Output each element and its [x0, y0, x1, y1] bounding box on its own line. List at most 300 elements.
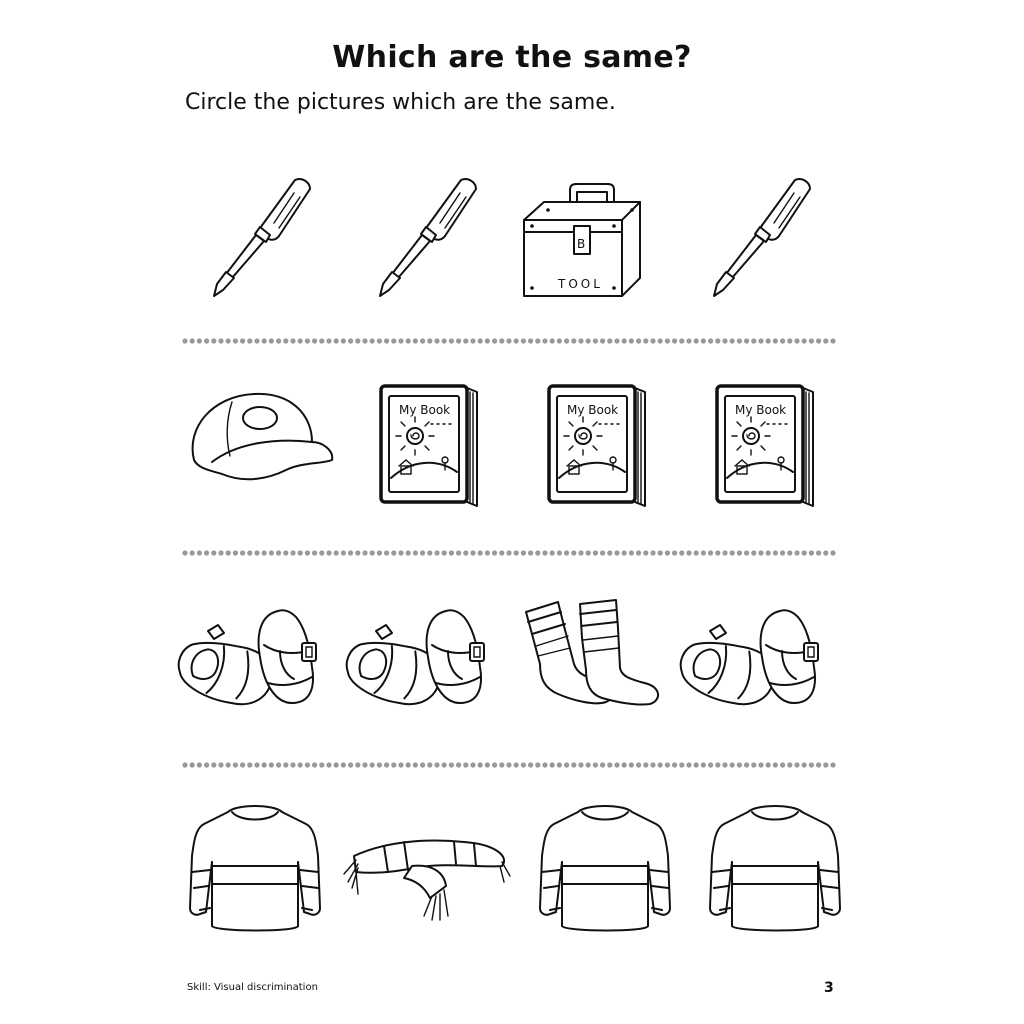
- divider-dot: [564, 338, 569, 343]
- divider-dot: [773, 550, 778, 555]
- divider-dot: [398, 338, 403, 343]
- divider-dot: [485, 762, 490, 767]
- divider-dot: [370, 338, 375, 343]
- divider-dot: [809, 338, 814, 343]
- divider-dot: [283, 762, 288, 767]
- divider-dot: [470, 550, 475, 555]
- divider-dot: [290, 338, 295, 343]
- divider-dot: [780, 338, 785, 343]
- divider-dot: [514, 338, 519, 343]
- divider-dot: [694, 338, 699, 343]
- divider-dot: [341, 338, 346, 343]
- divider-dot: [715, 550, 720, 555]
- divider-dot: [794, 550, 799, 555]
- divider-dot: [701, 762, 706, 767]
- divider-dot: [233, 338, 238, 343]
- divider-dot: [362, 338, 367, 343]
- divider-dot: [463, 762, 468, 767]
- divider-dot: [269, 338, 274, 343]
- divider-dot: [305, 550, 310, 555]
- divider-dot: [434, 762, 439, 767]
- divider-dot: [298, 338, 303, 343]
- divider-dot: [204, 762, 209, 767]
- toolbox-icon[interactable]: [524, 184, 640, 296]
- divider-dot: [312, 762, 317, 767]
- divider-dot: [751, 762, 756, 767]
- divider-dot: [449, 550, 454, 555]
- row-1: [214, 179, 810, 296]
- divider-dot: [758, 338, 763, 343]
- divider-dot: [391, 338, 396, 343]
- divider-dot: [629, 338, 634, 343]
- divider-dot: [715, 762, 720, 767]
- divider-dot: [442, 550, 447, 555]
- divider-dot: [398, 550, 403, 555]
- divider-dot: [773, 338, 778, 343]
- divider-dot: [593, 550, 598, 555]
- divider-dot: [485, 338, 490, 343]
- divider-dot: [802, 762, 807, 767]
- shoes-icon[interactable]: [339, 610, 484, 714]
- divider-dot: [384, 338, 389, 343]
- divider-dot: [571, 338, 576, 343]
- divider-dot: [391, 550, 396, 555]
- divider-dot: [557, 338, 562, 343]
- divider-dot: [550, 550, 555, 555]
- divider-dot: [463, 550, 468, 555]
- divider-dot: [766, 338, 771, 343]
- divider-dot: [586, 762, 591, 767]
- divider-dot: [319, 762, 324, 767]
- divider-dot: [204, 550, 209, 555]
- sweater-icon[interactable]: [190, 806, 320, 931]
- divider-dot: [528, 762, 533, 767]
- divider-dot: [334, 550, 339, 555]
- divider-dot: [557, 550, 562, 555]
- divider-dot: [521, 338, 526, 343]
- divider-dot: [197, 338, 202, 343]
- divider-dot: [730, 762, 735, 767]
- divider-dot: [218, 550, 223, 555]
- divider-dot: [636, 550, 641, 555]
- divider-dot: [542, 338, 547, 343]
- divider-dot: [600, 550, 605, 555]
- divider-dot: [679, 762, 684, 767]
- divider-dot: [600, 762, 605, 767]
- divider-dot: [730, 550, 735, 555]
- divider-dot: [298, 550, 303, 555]
- sweater-icon[interactable]: [710, 806, 840, 931]
- divider-dot: [794, 338, 799, 343]
- divider-dot: [427, 338, 432, 343]
- divider-dot: [787, 338, 792, 343]
- dotted-divider: [182, 550, 835, 555]
- worksheet-title: Which are the same?: [332, 40, 692, 75]
- divider-dot: [463, 338, 468, 343]
- divider-dot: [679, 550, 684, 555]
- divider-dot: [643, 338, 648, 343]
- divider-dot: [312, 550, 317, 555]
- divider-dot: [809, 550, 814, 555]
- divider-dot: [521, 762, 526, 767]
- divider-dot: [290, 550, 295, 555]
- divider-dot: [773, 762, 778, 767]
- worksheet-instruction: Circle the pictures which are the same.: [185, 90, 616, 115]
- divider-dot: [312, 338, 317, 343]
- divider-dot: [182, 762, 187, 767]
- divider-dot: [276, 550, 281, 555]
- divider-dot: [269, 550, 274, 555]
- divider-dot: [708, 762, 713, 767]
- divider-dot: [535, 762, 540, 767]
- divider-dot: [622, 338, 627, 343]
- socks-icon[interactable]: [526, 600, 658, 705]
- divider-dot: [758, 762, 763, 767]
- divider-dot: [262, 762, 267, 767]
- divider-dot: [737, 550, 742, 555]
- divider-dot: [182, 338, 187, 343]
- divider-dot: [420, 550, 425, 555]
- divider-dot: [449, 338, 454, 343]
- divider-dot: [730, 338, 735, 343]
- screwdriver-icon[interactable]: [214, 179, 310, 296]
- divider-dot: [586, 338, 591, 343]
- divider-dot: [319, 338, 324, 343]
- divider-dot: [240, 550, 245, 555]
- row-3: [171, 600, 818, 714]
- divider-dot: [442, 762, 447, 767]
- divider-dot: [542, 550, 547, 555]
- divider-dot: [816, 338, 821, 343]
- divider-dot: [348, 550, 353, 555]
- divider-dot: [499, 550, 504, 555]
- divider-dot: [506, 762, 511, 767]
- divider-dot: [470, 338, 475, 343]
- divider-dot: [780, 762, 785, 767]
- divider-dot: [492, 550, 497, 555]
- divider-dot: [744, 550, 749, 555]
- divider-dot: [182, 550, 187, 555]
- divider-dot: [427, 762, 432, 767]
- divider-dot: [226, 338, 231, 343]
- divider-dot: [377, 762, 382, 767]
- divider-dot: [478, 762, 483, 767]
- divider-dot: [334, 338, 339, 343]
- divider-dot: [370, 762, 375, 767]
- divider-dot: [413, 762, 418, 767]
- divider-dot: [557, 762, 562, 767]
- row-2: [193, 386, 813, 506]
- divider-dot: [326, 550, 331, 555]
- divider-dot: [506, 550, 511, 555]
- divider-dot: [643, 550, 648, 555]
- divider-dot: [341, 550, 346, 555]
- divider-dot: [269, 762, 274, 767]
- footer-skill: Skill: Visual discrimination: [187, 982, 318, 993]
- divider-dot: [550, 762, 555, 767]
- divider-dot: [197, 762, 202, 767]
- divider-dot: [420, 338, 425, 343]
- divider-dot: [514, 762, 519, 767]
- divider-dot: [305, 338, 310, 343]
- divider-dot: [262, 550, 267, 555]
- divider-dot: [586, 550, 591, 555]
- book-icon[interactable]: [549, 386, 645, 506]
- divider-dot: [665, 550, 670, 555]
- divider-dot: [413, 550, 418, 555]
- divider-dot: [254, 338, 259, 343]
- divider-dot: [686, 338, 691, 343]
- divider-dot: [211, 550, 216, 555]
- divider-dot: [190, 762, 195, 767]
- divider-dot: [478, 338, 483, 343]
- divider-dot: [751, 550, 756, 555]
- divider-dot: [629, 762, 634, 767]
- divider-dot: [204, 338, 209, 343]
- divider-dot: [593, 762, 598, 767]
- divider-dot: [744, 762, 749, 767]
- divider-dot: [542, 762, 547, 767]
- divider-dot: [830, 338, 835, 343]
- divider-dot: [629, 550, 634, 555]
- divider-dot: [578, 762, 583, 767]
- divider-dot: [406, 762, 411, 767]
- divider-dot: [578, 338, 583, 343]
- divider-dot: [665, 338, 670, 343]
- divider-dot: [362, 550, 367, 555]
- divider-dot: [694, 550, 699, 555]
- divider-dot: [434, 338, 439, 343]
- divider-dot: [226, 550, 231, 555]
- divider-dot: [600, 338, 605, 343]
- divider-dot: [326, 762, 331, 767]
- divider-dot: [744, 338, 749, 343]
- divider-dot: [679, 338, 684, 343]
- divider-dot: [456, 338, 461, 343]
- dotted-divider: [182, 762, 835, 767]
- divider-dot: [233, 550, 238, 555]
- row-4: [190, 806, 840, 931]
- divider-dot: [485, 550, 490, 555]
- divider-dot: [470, 762, 475, 767]
- shoes-icon[interactable]: [673, 610, 818, 714]
- divider-dot: [348, 762, 353, 767]
- divider-dot: [766, 550, 771, 555]
- divider-dot: [643, 762, 648, 767]
- divider-dot: [262, 338, 267, 343]
- divider-dot: [622, 762, 627, 767]
- divider-dot: [247, 338, 252, 343]
- divider-dot: [226, 762, 231, 767]
- divider-dot: [607, 338, 612, 343]
- divider-dot: [528, 338, 533, 343]
- divider-dot: [499, 762, 504, 767]
- divider-dot: [377, 550, 382, 555]
- divider-dot: [391, 762, 396, 767]
- divider-dot: [715, 338, 720, 343]
- scarf-icon[interactable]: [344, 841, 510, 920]
- screwdriver-icon[interactable]: [380, 179, 476, 296]
- divider-dot: [780, 550, 785, 555]
- book-icon[interactable]: [717, 386, 813, 506]
- divider-dot: [190, 550, 195, 555]
- divider-dot: [355, 338, 360, 343]
- divider-dot: [298, 762, 303, 767]
- cap-icon[interactable]: [193, 394, 333, 479]
- divider-dot: [406, 550, 411, 555]
- divider-dot: [564, 762, 569, 767]
- divider-dot: [240, 338, 245, 343]
- divider-dot: [427, 550, 432, 555]
- book-icon[interactable]: [381, 386, 477, 506]
- divider-dot: [211, 338, 216, 343]
- divider-dot: [514, 550, 519, 555]
- divider-dot: [614, 550, 619, 555]
- divider-dot: [614, 338, 619, 343]
- divider-dot: [305, 762, 310, 767]
- divider-dot: [722, 762, 727, 767]
- divider-dot: [456, 762, 461, 767]
- divider-dot: [802, 550, 807, 555]
- divider-dot: [506, 338, 511, 343]
- divider-dot: [708, 550, 713, 555]
- screwdriver-icon[interactable]: [714, 179, 810, 296]
- divider-dot: [758, 550, 763, 555]
- divider-dot: [449, 762, 454, 767]
- divider-dot: [434, 550, 439, 555]
- divider-dot: [319, 550, 324, 555]
- divider-dot: [830, 762, 835, 767]
- divider-dot: [823, 550, 828, 555]
- divider-dot: [499, 338, 504, 343]
- divider-dot: [787, 550, 792, 555]
- divider-dot: [658, 550, 663, 555]
- divider-dot: [823, 762, 828, 767]
- divider-dot: [672, 338, 677, 343]
- divider-dot: [334, 762, 339, 767]
- divider-dot: [722, 338, 727, 343]
- divider-dot: [492, 338, 497, 343]
- divider-dot: [830, 550, 835, 555]
- divider-dot: [254, 550, 259, 555]
- divider-dot: [751, 338, 756, 343]
- divider-dot: [614, 762, 619, 767]
- divider-dot: [370, 550, 375, 555]
- divider-dot: [794, 762, 799, 767]
- divider-dot: [521, 550, 526, 555]
- divider-dot: [218, 762, 223, 767]
- divider-dot: [686, 762, 691, 767]
- divider-dot: [218, 338, 223, 343]
- divider-dot: [283, 338, 288, 343]
- divider-dot: [247, 762, 252, 767]
- divider-dot: [636, 762, 641, 767]
- divider-dot: [816, 762, 821, 767]
- divider-dot: [809, 762, 814, 767]
- divider-dot: [686, 550, 691, 555]
- divider-dot: [528, 550, 533, 555]
- divider-dot: [571, 550, 576, 555]
- divider-dot: [658, 338, 663, 343]
- divider-dot: [348, 338, 353, 343]
- divider-dot: [564, 550, 569, 555]
- divider-dot: [247, 550, 252, 555]
- divider-dot: [607, 550, 612, 555]
- divider-dot: [355, 550, 360, 555]
- divider-dot: [787, 762, 792, 767]
- divider-dot: [276, 338, 281, 343]
- shoes-icon[interactable]: [171, 610, 316, 714]
- divider-dot: [211, 762, 216, 767]
- divider-dot: [535, 550, 540, 555]
- divider-dot: [442, 338, 447, 343]
- divider-dot: [593, 338, 598, 343]
- dotted-divider: [182, 338, 835, 343]
- divider-dot: [672, 762, 677, 767]
- divider-dot: [701, 550, 706, 555]
- divider-dot: [737, 762, 742, 767]
- divider-dot: [650, 762, 655, 767]
- divider-dot: [650, 338, 655, 343]
- divider-dot: [737, 338, 742, 343]
- divider-dot: [341, 762, 346, 767]
- divider-dot: [766, 762, 771, 767]
- divider-dot: [398, 762, 403, 767]
- divider-dot: [290, 762, 295, 767]
- divider-dot: [456, 550, 461, 555]
- page-number: 3: [824, 980, 834, 996]
- divider-dot: [355, 762, 360, 767]
- divider-dot: [722, 550, 727, 555]
- divider-dot: [384, 762, 389, 767]
- divider-dot: [665, 762, 670, 767]
- divider-dot: [823, 338, 828, 343]
- divider-dot: [276, 762, 281, 767]
- divider-dot: [362, 762, 367, 767]
- divider-dot: [492, 762, 497, 767]
- divider-dot: [190, 338, 195, 343]
- divider-dot: [701, 338, 706, 343]
- divider-dot: [326, 338, 331, 343]
- divider-dot: [708, 338, 713, 343]
- divider-dot: [550, 338, 555, 343]
- divider-dot: [420, 762, 425, 767]
- sweater-icon[interactable]: [540, 806, 670, 931]
- divider-dot: [283, 550, 288, 555]
- divider-dot: [240, 762, 245, 767]
- divider-dot: [672, 550, 677, 555]
- divider-dot: [254, 762, 259, 767]
- divider-dot: [571, 762, 576, 767]
- divider-dot: [816, 550, 821, 555]
- divider-dot: [384, 550, 389, 555]
- divider-dot: [478, 550, 483, 555]
- divider-dot: [535, 338, 540, 343]
- divider-dot: [636, 338, 641, 343]
- divider-dot: [406, 338, 411, 343]
- divider-dot: [622, 550, 627, 555]
- divider-dot: [694, 762, 699, 767]
- divider-dot: [578, 550, 583, 555]
- divider-dot: [658, 762, 663, 767]
- divider-dot: [802, 338, 807, 343]
- divider-dot: [650, 550, 655, 555]
- divider-dot: [413, 338, 418, 343]
- divider-dot: [197, 550, 202, 555]
- divider-dot: [233, 762, 238, 767]
- divider-dot: [607, 762, 612, 767]
- divider-dot: [377, 338, 382, 343]
